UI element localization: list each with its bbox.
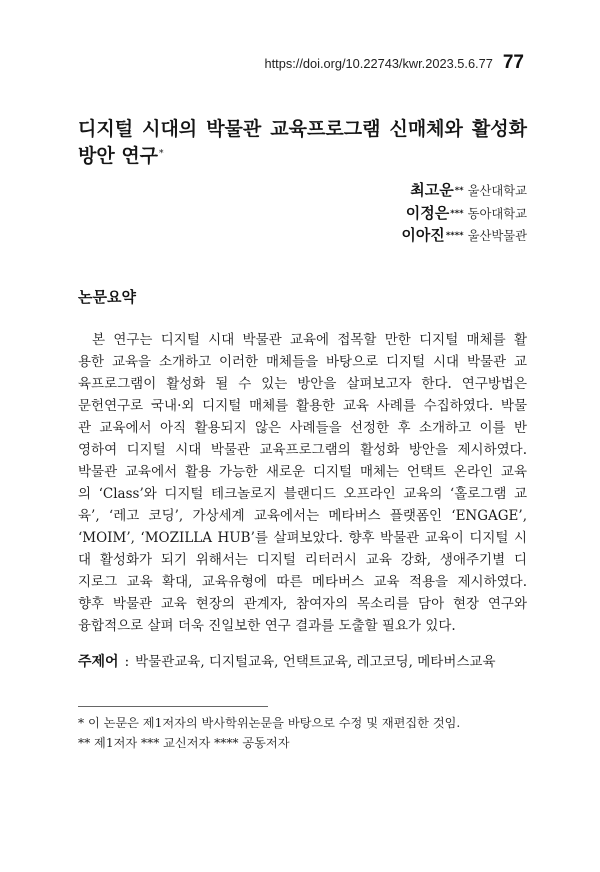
title-footnote-mark: * xyxy=(159,149,164,159)
abstract-line: 향후 박물관 교육 현장의 관계자, 참여자의 목소리를 담아 현장 연구와 xyxy=(78,596,527,612)
abstract-line: 영하여 디지털 시대 박물관 교육프로그램의 활성화 방안을 제시하였다. xyxy=(78,442,527,458)
author-name: 이아진 xyxy=(401,226,445,244)
abstract-line: 지로그 교육 확대, 교육유형에 따른 메타버스 교육 적용을 제시하였다. xyxy=(78,574,527,590)
author-affiliation: 울산박물관 xyxy=(467,229,527,243)
paper-title xyxy=(78,117,527,167)
footnote: * 이 논문은 제1저자의 박사학위논문을 바탕으로 수정 및 재편집한 것임. xyxy=(78,716,461,730)
footnote: ** 제1저자 *** 교신저자 **** 공동저자 xyxy=(78,736,290,750)
abstract-line: 융합적으로 살펴 더욱 진일보한 연구 결과를 도출할 필요가 있다. xyxy=(78,618,456,634)
author-name: 이정은 xyxy=(405,203,450,222)
author-entry xyxy=(401,202,527,225)
author-footnote-mark: ** xyxy=(454,186,464,196)
running-header xyxy=(264,52,524,74)
author-list xyxy=(401,179,527,247)
abstract-heading: 논문요약 xyxy=(78,288,136,306)
title-line-1: 디지털 시대의 박물관 교육프로그램 신매체와 활성화 xyxy=(78,118,527,140)
doi-link[interactable]: https://doi.org/10.22743/kwr.2023.5.6.77 xyxy=(264,56,493,71)
abstract-line: 대 활성화가 되기 위해서는 디지털 리터러시 교육 강화, 생애주기별 디 xyxy=(78,552,527,568)
abstract-line: 의 ‘Class’와 디지털 테크놀로지 블랜디드 오프라인 교육의 ‘홀로그램 교 xyxy=(78,486,527,502)
abstract-line: 육프로그램이 활성화 될 수 있는 방안을 살펴보고자 한다. 연구방법은 xyxy=(78,376,527,392)
author-entry xyxy=(401,179,527,202)
page-number: 77 xyxy=(502,52,524,73)
abstract-line: ‘MOIM’, ‘MOZILLA HUB’를 살펴보았다. 향후 박물관 교육이 디지털 시 xyxy=(78,530,527,546)
author-affiliation: 동아대학교 xyxy=(467,206,527,221)
abstract-line: 육’, ‘레고 코딩’, 가상세계 교육에서는 메타버스 플랫폼인 ‘ENGAGE’, xyxy=(78,508,527,524)
abstract-line: 본 연구는 디지털 시대 박물관 교육에 접목할 만한 디지털 매체를 활 xyxy=(92,332,527,348)
author-name: 최고운 xyxy=(410,181,454,199)
keywords-text: 박물관교육, 디지털교육, 언택트교육, 레고코딩, 메타버스교육 xyxy=(135,654,496,670)
keywords-separator: : xyxy=(124,654,130,670)
abstract-line: 관 교육에서 아직 활용되지 않은 사례들을 선정한 후 소개하고 이를 반 xyxy=(78,420,527,436)
author-footnote-mark: *** xyxy=(450,208,464,219)
abstract-line: 문헌연구로 국내·외 디지털 매체를 활용한 교육 사례를 수집하였다. 박물 xyxy=(78,398,527,414)
author-entry xyxy=(401,224,527,247)
abstract-body xyxy=(78,329,527,637)
abstract-line: 용한 교육을 소개하고 이러한 매체들을 바탕으로 디지털 시대 박물관 교 xyxy=(78,354,527,370)
author-affiliation: 울산대학교 xyxy=(467,184,527,198)
footnote-rule xyxy=(78,706,268,707)
title-line-2-text: 방안 연구 xyxy=(78,145,159,167)
keywords-label: 주제어 xyxy=(78,654,119,670)
author-footnote-mark: **** xyxy=(445,231,464,241)
abstract-line: 박물관 교육에서 활용 가능한 새로운 디지털 매체는 언택트 온라인 교육 xyxy=(78,464,527,480)
footnotes xyxy=(78,713,460,753)
title-line-2 xyxy=(78,142,527,167)
keywords xyxy=(78,651,496,673)
